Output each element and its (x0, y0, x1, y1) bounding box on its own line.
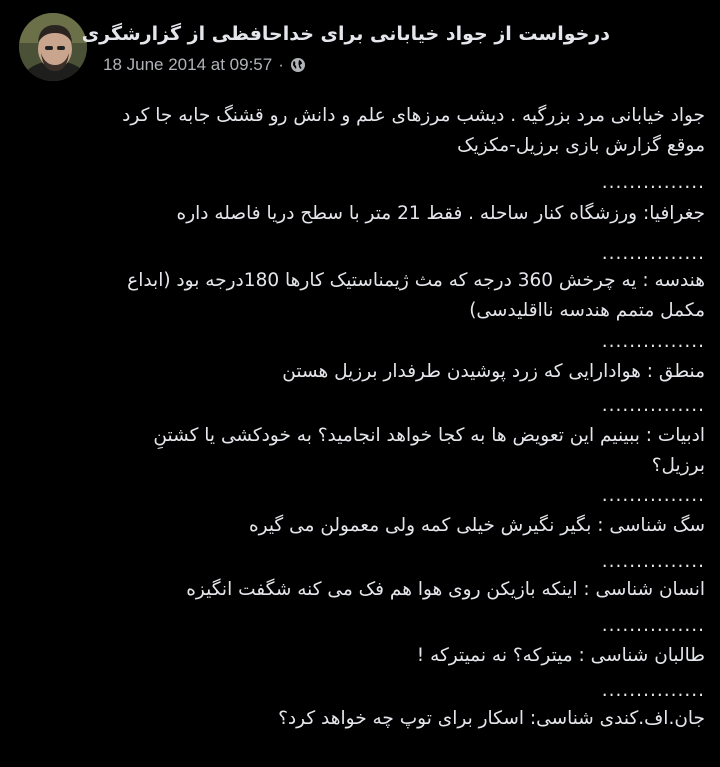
paragraph-line: موقع گزارش بازی برزیل-مکزیک (457, 135, 705, 156)
paragraph-line: برزیل؟ (651, 455, 705, 476)
post-paragraph (30, 266, 705, 326)
section-divider: ............... (601, 680, 705, 701)
post-title[interactable]: درخواست از جواد خیابانی برای خداحافظی از گزارشگری (81, 23, 610, 45)
section-divider: ............... (601, 485, 705, 506)
paragraph-line: انسان شناسی : اینکه بازیکن روی هوا هم فک می کنه شگفت انگیزه (186, 579, 705, 600)
paragraph-line: جواد خیابانی مرد بزرگیه . دیشب مرزهای علم و دانش رو قشنگ جابه جا کرد (122, 105, 705, 126)
globe-icon[interactable] (290, 57, 306, 73)
post-paragraph (30, 641, 705, 671)
avatar[interactable] (19, 13, 87, 81)
post-meta (103, 54, 306, 76)
post-paragraph (30, 421, 705, 481)
paragraph-line: هندسه : یه چرخش 360 درجه که مث ژیمناستیک کارها 180درجه بود (ابداع (127, 270, 705, 291)
post-paragraph (30, 357, 705, 387)
section-divider: ............... (601, 243, 705, 264)
post-paragraph (30, 101, 705, 161)
section-divider: ............... (601, 551, 705, 572)
paragraph-line: جغرافیا: ورزشگاه کنار ساحله . فقط 21 متر با سطح دریا فاصله داره (176, 203, 705, 224)
section-divider: ............... (601, 615, 705, 636)
post-header (0, 0, 720, 95)
meta-separator: · (278, 55, 284, 74)
paragraph-line: ادبیات : ببینیم این تعویض ها به کجا خواهد انجامید؟ به خودکشی یا کشتنِ (153, 425, 705, 446)
post-timestamp[interactable]: 18 June 2014 at 09:57 (103, 55, 273, 74)
post-paragraph (30, 511, 705, 541)
avatar-image (19, 13, 87, 81)
post-paragraph (30, 575, 705, 605)
paragraph-line: طالبان شناسی : میترکه؟ نه نمیترکه ! (416, 645, 705, 666)
section-divider: ............... (601, 395, 705, 416)
section-divider: ............... (601, 331, 705, 352)
paragraph-line: مکمل متمم هندسه نااقلیدسی) (469, 300, 705, 321)
paragraph-line: سگ شناسی : بگیر نگیرش خیلی کمه ولی معمولن می گیره (248, 515, 705, 536)
post-paragraph (30, 704, 705, 734)
section-divider: ............... (601, 172, 705, 193)
post-paragraph (30, 199, 705, 229)
paragraph-line: جان.اف.کندی شناسی: اسکار برای توپ چه خواهد کرد؟ (278, 708, 705, 729)
paragraph-line: منطق : هوادارایی که زرد پوشیدن طرفدار برزیل هستن (282, 361, 705, 382)
